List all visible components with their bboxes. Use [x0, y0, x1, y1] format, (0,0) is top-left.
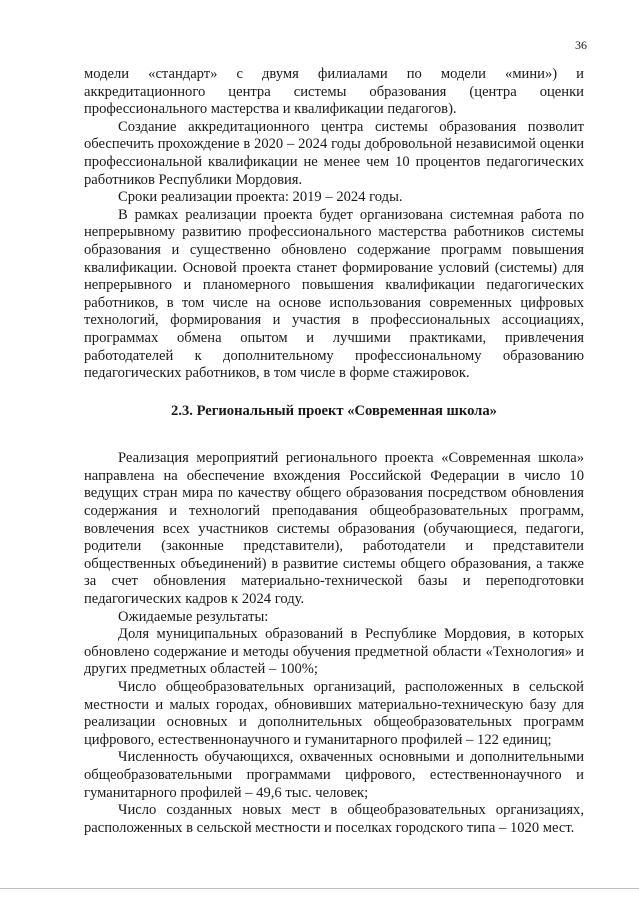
page-bottom-edge [0, 888, 639, 889]
paragraph: Сроки реализации проекта: 2019 – 2024 годы. [118, 189, 403, 206]
section-heading: 2.3. Региональный проект «Современная школа» [171, 402, 497, 419]
paragraph: Реализация мероприятий регионального проекта «Современная школа» направлена на обеспечение вхождения Российской Федерации в число 10 ведущих стран мира по качеству общего образования посредством обновления содержания и технологий преподавания общеобразовательных программ, вовлечения всех участников системы образования (обучающиеся, педагоги, родители (законные представители), работодатели и представители общественных объединений) в развитие системы общего образования, а также за счет обновления материально-технической базы и переподготовки педагогических кадров к 2024 году. [84, 450, 584, 608]
paragraph: Число общеобразовательных организаций, расположенных в сельской местности и малых городах, обновивших материально-техническую базу для реализации основных и дополнительных общеобразовательных программ цифрового, естественнонаучного и гуманитарного профилей – 122 единиц; [84, 679, 584, 748]
paragraph: В рамках реализации проекта будет организована системная работа по непрерывному развитию профессионального мастерства работников системы образования и существенно обновлено содержание программ повышения квалификации. Основой проекта станет формирование условий (системы) для непрерывного и планомерного повышения квалификации педагогических работников, в том числе на основе использования современных цифровых технологий, формирования и участия в профессиональных ассоциациях, программах обмена опытом и лучшими практиками, привлечения работодателей к дополнительному профессиональному образованию педагогических работников, в том числе в форме стажировок. [84, 206, 584, 382]
paragraph: Доля муниципальных образований в Республике Мордовия, в которых обновлено содержание и методы обучения предметной области «Технология» и других предметных областей – 100%; [84, 626, 584, 678]
paragraph: модели «стандарт» с двумя филиалами по модели «мини») и аккредитационного центра системы образования (центра оценки профессионального мастерства и квалификации педагогов). [84, 66, 584, 118]
paragraph: Численность обучающихся, охваченных основными и дополнительными общеобразовательными программами цифрового, естественнонаучного и гуманитарного профилей – 49,6 тыс. человек; [84, 749, 584, 801]
paragraph: Число созданных новых мест в общеобразовательных организациях, расположенных в сельской местности и поселках городского типа – 1020 мест. [84, 802, 584, 836]
paragraph: Создание аккредитационного центра системы образования позволит обеспечить прохождение в 2020 – 2024 годы добровольной независимой оценки профессиональной квалификации не менее чем 10 процентов педагогических работников Республики Мордовия. [84, 118, 584, 188]
paragraph: Ожидаемые результаты: [118, 608, 269, 625]
page-number: 36 [575, 38, 587, 52]
document-body [84, 66, 584, 837]
